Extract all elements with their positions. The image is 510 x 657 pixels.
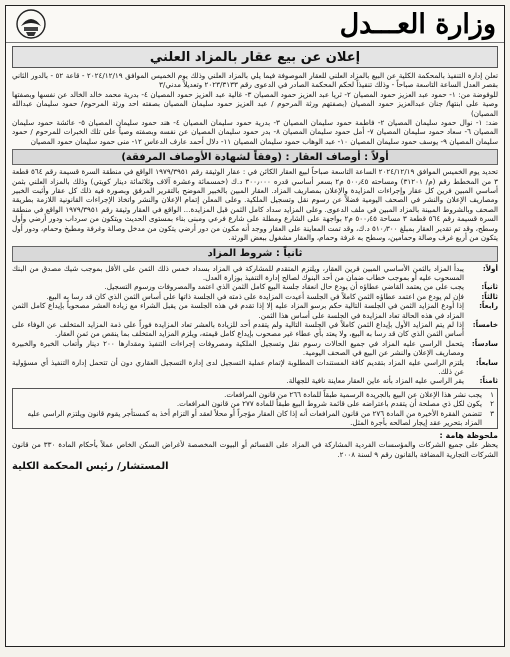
section-property-description-heading: أولاً : أوصاف العقار : (وفقاً لشهادة الأوصاف المرفقة) bbox=[12, 149, 498, 165]
condition-text: فإن لم يودع من اعتمد عطاؤه الثمن كاملاً في الجلسة أعيدت المزايدة على ذمته في الجلسة ذاتها على أساس الثمن الذي كان قد رسا به البيع. bbox=[46, 291, 464, 301]
note-number: ١ bbox=[490, 389, 494, 399]
note-item bbox=[16, 399, 494, 408]
legal-notes-box bbox=[12, 388, 498, 430]
condition-item bbox=[12, 358, 498, 377]
condition-text: إذا أودع المزايد الثمن في الجلسة التالية حكم برسو المزاد عليه إلا إذا تقدم في هذه الجلسة من يقبل الشراء مع زيادة العشر مصحوباً بإيداع كامل الثمن المزاد في هذه الحالة تعاد المزايدة في الجلسة على أساس هذا الثمن. bbox=[12, 301, 464, 320]
condition-item bbox=[12, 264, 498, 283]
condition-item bbox=[12, 339, 498, 358]
condition-item bbox=[12, 320, 498, 339]
condition-item bbox=[12, 292, 498, 301]
condition-label: ثانياً: bbox=[481, 282, 498, 292]
condition-item bbox=[12, 376, 498, 385]
intro-paragraph-2: للوفوضة من: ١- حمود عبد العزيز حمود المصيان ٢- ثريا عبد العزيز حمود المصيان ٣- غالية عبد العزيز حمود المصيان ٤- بدرية محمد خالد الخالد عن نفسها وبصفتها وصية على ابنتها/ جنان عبدالعزيز حمود المصيان (بصفتهم ورثة المرحوم / عبد العزيز حمود سليمان المصيان بصفته احد ورثة المرحوم/ حمود سليمان عبدالله المصيان) bbox=[12, 89, 499, 118]
condition-label: سابعاً: bbox=[475, 357, 498, 367]
announcement-page bbox=[5, 5, 505, 647]
condition-item bbox=[12, 301, 498, 320]
important-note-text: يحظر على جميع الشركات والمؤسسات الفردية المشاركة في المزاد على القسائم أو البيوت المخصصة لأغراض السكن الخاص عملاً بأحكام المادة ٣٣٠ من قانون الشركات التجارية المضافة بالقانون رقم ٩ لسنة ٢٠٠٨. bbox=[12, 440, 498, 459]
condition-text: يجب على من يعتمد القاضي عطاؤه أن يودع حال انعقاد جلسة البيع كامل الثمن الذي اعتمد والمصروفات ورسوم التسجيل. bbox=[104, 282, 464, 292]
note-text: تتضمن الفقرة الأخيرة من المادة ٢٧٦ من قانون المرافعات أنه إذا كان العقار مؤجراً أو محلاً لعقد أو التزام أخذ به كمستأجر يقوم قانون ويلتزم الراسي عليه المزاد بتحرير عقد إيجار لصالحه بأجرة المثل. bbox=[27, 408, 482, 427]
note-number: ٢ bbox=[490, 399, 494, 409]
section-auction-conditions-heading: ثانياً : شروط المزاد bbox=[12, 246, 498, 262]
note-number: ٣ bbox=[490, 408, 494, 418]
note-text: يجب نشر هذا الإعلان عن البيع بالجريدة الرسمية طبقاً للمادة ٢٦٦ من قانون المرافعات. bbox=[224, 389, 482, 399]
ministry-name: وزارة العـــدل bbox=[339, 8, 496, 40]
condition-label: خامساً: bbox=[472, 319, 498, 329]
signature-line: المستشار/ رئيس المحكمة الكلية bbox=[12, 461, 169, 473]
note-item bbox=[16, 409, 494, 428]
intro-paragraph-1: تعلن إدارة التنفيذ بالمحكمة الكلية عن البيع بالمزاد العلني للعقار الموصوفة فيما يلي بالمزاد العلني وذلك يوم الخميس الموافق ٢٠٢٤/١٢/١٩ - قاعة ٥٢ - بالدور الثاني بقصر العدل الساعة التاسعة صباحاً - وذلك تنفيذاً لحكم المحكمة الصادر في الدعوى رقم ٢٠٢٣/٣١٣٣ وتعديلاً مدني/٣ bbox=[12, 71, 498, 90]
condition-item bbox=[12, 282, 498, 291]
masthead bbox=[6, 6, 504, 43]
intro-paragraph-3: ضد: ١- نوال حمود سليمان المصيان ٢- فاطمة حمود سليمان المصيان ٣- بدرية حمود سليمان المصيان ٤- هند حمود سليمان المصيان ٥- عائشة حمود سليمان المصيان ٦- سعاد حمود سليمان المصيان ٧- أمل حمود سليمان المصيان ٨- بدر حمود سليمان المصيان عن نفسه وبصفته وصياً على تلك الخبرات للمرحوم / حمود سليمان المصيان ٩- يوسف حمود سليمان المصيان ١٠- عبد الوهاب حمود سليمان المصيان ١١- دلال أحمد عارف الدعاس ١٢- منى حمود سليمان حمود المصيان bbox=[12, 118, 499, 146]
condition-label: سادساً: bbox=[471, 338, 498, 348]
state-emblem-icon bbox=[14, 8, 48, 40]
note-item bbox=[16, 390, 494, 399]
condition-label: رابعاً: bbox=[479, 301, 498, 311]
condition-text: يبدأ المزاد بالثمن الأساسي المبين قرين العقار، ويلتزم المتقدم للمشاركة في المزاد بسداد خمس ذلك الثمن على الأقل بموجب شيك مصدق من البنك المسحوب عليه أو بموجب خطاب ضمان من أحد البنوك لصالح إدارة التنفيذ بوزارة العدل. bbox=[12, 263, 464, 282]
announcement-title: إعلان عن بيع عقار بالمزاد العلني bbox=[12, 46, 498, 68]
important-note-heading: ملحوظة هامة : bbox=[439, 431, 498, 441]
condition-label: ثالثاً: bbox=[481, 291, 498, 301]
condition-text: إذا لم يتم المزايد الأول بإيداع الثمن كاملاً في الجلسة التالية ولم يتقدم أحد للزيادة بالعشر تعاد المزايدة فوراً على ذمة المزايد المتخلف عن الوفاء على أساس الثمن الذي كان قد رسا به البيع، ولا يعتد بأي عطاء غير مصحوب بإيداع كامل قيمته، ويلزم المزايد المتخلف بما ينقص من ثمن العقار. bbox=[12, 319, 464, 339]
property-description-text: تحديد يوم الخميس الموافق ٢٠٢٤/١٢/١٩ الساعة التاسعة صباحاً لبيع العقار الكائن في : عقار الوثيقة رقم ١٩٧٩/٣٩٥١ الواقع في منطقة السرة قسيمة رقم ٥٦٤ قطعة ٣ من المخطط رقم (م/ ٣١٢٠١) ومساحته ٥٠٠٫٤٥ م٢ بسعر أساسي قدره ٣٠٠٫٠٠٠ د.ك (خمسمائة وعشرة آلاف وثلاثمائة دينار كويتي) وذلك بالمزاد العلني بثمن أساسي المبين فرين كل عقار وإجراءات المزايدة والإعلان بمصاريف المزاد. العقار المبين بالخبير الموضح بالتقرير المرفق وبصورة فيه ذلك كل عقار وأثبت الخبير ومصاريف الإعلان والنشر في الصحف اليومية فضلاً عن رسوم نقل وتسجيل الملكية. وعلى المعلن إتمام الإعلان والنشر واتخاذ الإجراءات القانونية اللازمة بطريقة الصحف وبالشروط المبينة بالمزاد المبين في ملف الدعوى. وعلى المزايد سداد كامل الثمن قبل المزايدة... الواقع في العقار وثيقة رقم ١٩٧٩/٣٩٥١ الواقع في منطقة السرة قسيمة رقم ٥٦٤ قطعة ٣ مساحة ٥٠٠٫٤٥ م٢ بواجهة على الشارع ومطلة على شارع فرعي ومبنى بناء بمستوى الحديث ويتكون من سرداب ودور أرضي وأول وسطح، وقد تم تقدير العقار بمبلغ ٥١٠٫٣٠٠ د.ك، وقد تمت المعاينة على العقار ووجد أنه مكون من دور أرضي يتكون من مدخل وصالة وغرفة ومطبخ وحمام، ودور أول يتكون من أربع غرف وصالة وحمامين، وسطح به غرفة وحمام، والعقار مشغول ببعض الورثة. bbox=[12, 167, 499, 243]
note-text: يكون لكل ذي مصلحة أن يتقدم باعتراضه على قائمة شروط البيع طبقاً للمادة ٢٧٧ من قانون المرافعات. bbox=[176, 399, 482, 409]
condition-text: يتحمل الراسي عليه المزاد في جميع الحالات رسوم نقل وتسجيل الملكية ومصروفات إجراءات التنفيذ ومقدارها ٢٠٠ دينار وأتعاب الخبرة والخبيرة ومصاريف الإعلان والنشر عن البيع في الصحف اليومية. bbox=[12, 338, 465, 358]
conditions-list bbox=[6, 264, 504, 386]
condition-label: أولاً: bbox=[482, 263, 498, 273]
condition-label: ثامناً: bbox=[479, 376, 498, 386]
condition-text: يلتزم الراسي عليه المزاد بتقديم كافة المستندات المطلوبة لإتمام عملية التسجيل لدى إدارة التسجيل العقاري دون أن تتحمل إدارة التنفيذ أي مسؤولية عن ذلك. bbox=[12, 357, 464, 376]
condition-text: يقر الراسي عليه المزاد بأنه عاين العقار معاينة نافية للجهالة. bbox=[286, 376, 464, 386]
